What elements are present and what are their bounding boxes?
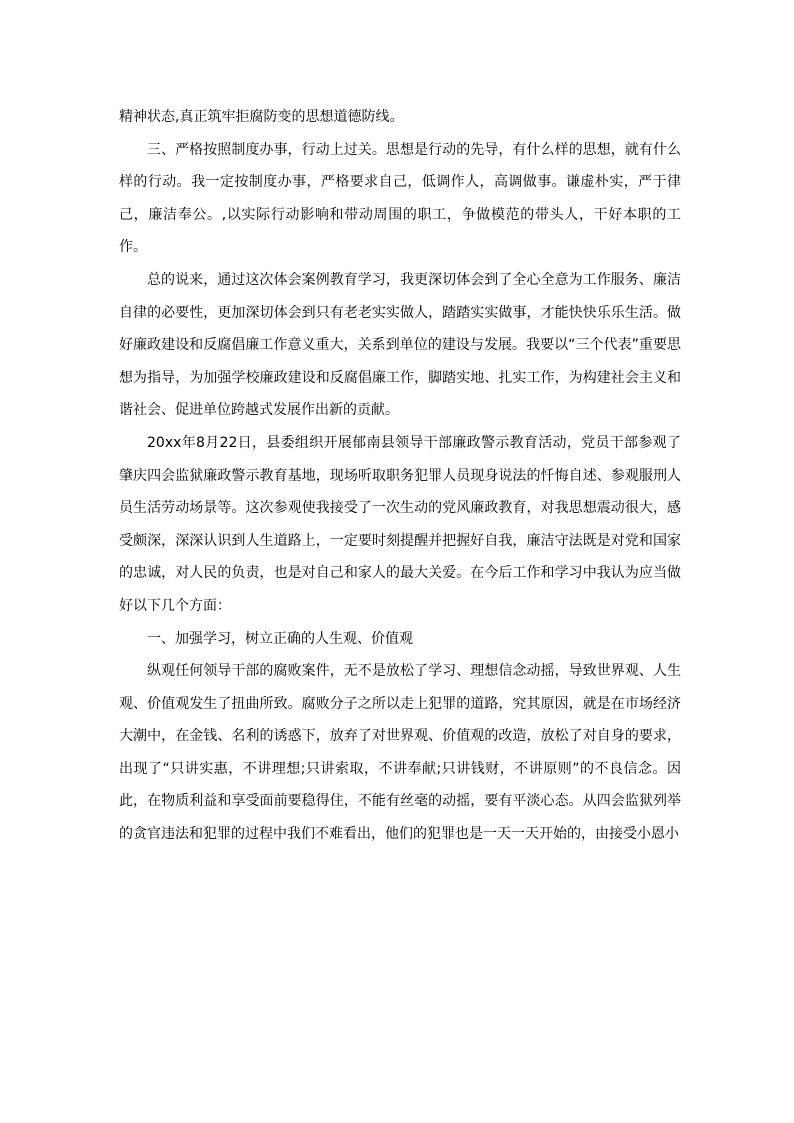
section-heading: 一、加强学习，树立正确的人生观、价值观 bbox=[147, 630, 413, 647]
paragraph-6: 纵观任何领导干部的腐败案件，无不是放松了学习、理想信念动摇，导致世界观、人生观、价值观发生了扭曲所致。腐败分子之所以走上犯罪的道路，究其原因，就是在市场经济大潮中，在金钱、名利的诱惑下，放弃了对世界观、价值观的改造，放松了对自身的要求，出现了“只讲实惠，不讲理想;只讲索取，不讲奉献;只讲钱财，不讲原则”的不良信念。因此，在物质利益和享受面前要稳得住，不能有丝毫的动摇，要有平淡心态。从四会监狱列举的贪官违法和犯罪的过程中我们不难看出，他们的犯罪也是一天一天开始的，由接受小恩小 bbox=[119, 663, 681, 843]
paragraph-4: 20xx年8月22日，县委组织开展郁南县领导干部廉政警示教育活动，党员干部参观了肇庆四会监狱廉政警示教育基地，现场听取职务犯罪人员现身说法的忏悔自述、参观服刑人员生活劳动场景等。这次参观使我接受了一次生动的党风廉政教育，对我思想震动很大，感受颇深，深深认识到人生道路上，一定要时刻提醒并把握好自我，廉洁守法既是对党和国家的忠诚，对人民的负责，也是对自己和家人的最大关爱。在今后工作和学习中我认为应当做好以下几个方面： bbox=[119, 434, 681, 614]
paragraph-1: 精神状态,真正筑牢拒腐防变的思想道德防线。 bbox=[119, 109, 404, 125]
document-page bbox=[119, 101, 681, 851]
paragraph-3: 总的说来，通过这次体会案例教育学习，我更深切体会到了全心全意为工作服务、廉洁自律的必要性，更加深切体会到只有老老实实做人，踏踏实实做事，才能快快乐乐生活。做好廉政建设和反腐倡廉工作意义重大，关系到单位的建设与发展。我要以“三个代表”重要思想为指导，为加强学校廉政建设和反腐倡廉工作，脚踏实地、扎实工作，为构建社会主义和谐社会、促进单位跨越式发展作出新的贡献。 bbox=[119, 271, 681, 419]
paragraph-2: 三、严格按照制度办事，行动上过关。思想是行动的先导，有什么样的思想，就有什么样的行动。我一定按制度办事，严格要求自己，低调作人，高调做事。谦虚朴实，严于律己，廉洁奉公。,以实际行动影响和带动周围的职工，争做模范的带头人，干好本职的工作。 bbox=[119, 141, 681, 256]
